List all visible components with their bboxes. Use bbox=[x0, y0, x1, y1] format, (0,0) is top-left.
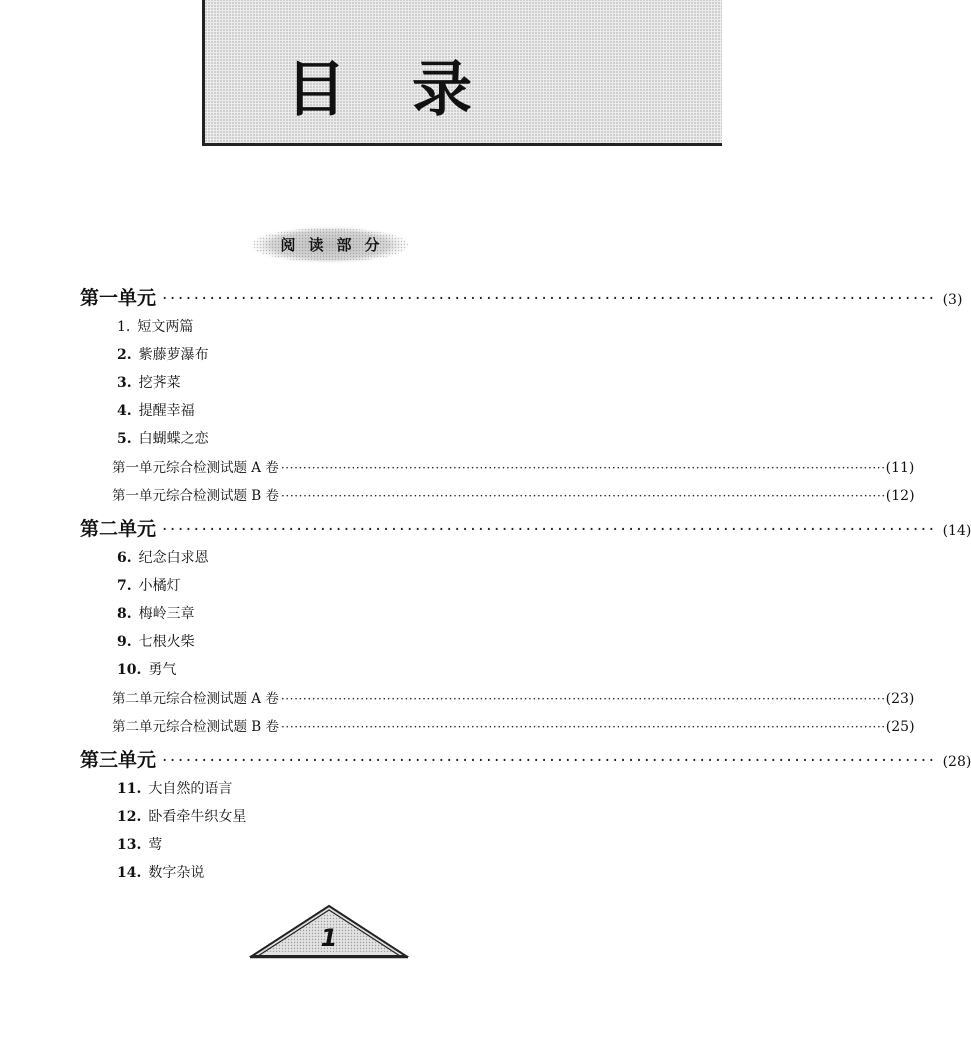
section-label-text: 阅读部分 bbox=[280, 236, 393, 254]
dot-leader: ·································································································· bbox=[162, 520, 937, 540]
lesson-number: 1. bbox=[117, 319, 131, 335]
unit-page-number: (28) bbox=[942, 754, 971, 770]
dot-leader: ········································································································································· bbox=[280, 461, 886, 475]
unit-page-number: (3) bbox=[942, 292, 963, 308]
lesson-title: 短文两篇 bbox=[137, 319, 194, 335]
lesson-title: 勇气 bbox=[148, 662, 177, 678]
lesson-title: 梅岭三章 bbox=[138, 606, 195, 622]
lesson-title: 挖荠菜 bbox=[138, 375, 181, 391]
unit-title: 第二单元 bbox=[80, 518, 157, 540]
dot-leader: ········································································································································· bbox=[281, 489, 886, 503]
lesson-title: 莺 bbox=[148, 837, 163, 853]
toc-unit-3[interactable] bbox=[80, 745, 971, 772]
toc-test[interactable] bbox=[112, 484, 915, 504]
lesson-number: 14. bbox=[117, 865, 142, 881]
test-page-number: (23) bbox=[885, 691, 915, 707]
dot-leader: ·································································································· bbox=[162, 289, 937, 309]
lesson-title: 大自然的语言 bbox=[148, 781, 233, 797]
toc-lesson[interactable] bbox=[117, 400, 195, 420]
lesson-title: 白蝴蝶之恋 bbox=[138, 431, 209, 447]
toc-lesson[interactable] bbox=[117, 575, 181, 595]
toc-lesson[interactable] bbox=[117, 659, 176, 679]
lesson-number: 5. bbox=[117, 431, 132, 447]
test-page-number: (11) bbox=[885, 460, 915, 476]
toc-lesson[interactable] bbox=[117, 631, 195, 651]
lesson-number: 8. bbox=[117, 606, 132, 622]
lesson-number: 2. bbox=[117, 347, 132, 363]
lesson-number: 11. bbox=[117, 781, 142, 797]
toc-test[interactable] bbox=[112, 687, 915, 707]
toc-test[interactable] bbox=[112, 456, 915, 476]
test-title: 第一单元综合检测试题 B 卷 bbox=[112, 488, 280, 504]
toc-lesson[interactable] bbox=[117, 778, 232, 798]
lesson-number: 9. bbox=[117, 634, 132, 650]
lesson-title: 紫藤萝瀑布 bbox=[138, 347, 209, 363]
test-page-number: (12) bbox=[885, 488, 915, 504]
toc-lesson[interactable] bbox=[117, 862, 204, 882]
lesson-number: 7. bbox=[117, 578, 132, 594]
toc-test[interactable] bbox=[112, 715, 915, 735]
unit-title: 第一单元 bbox=[80, 287, 157, 309]
lesson-number: 13. bbox=[117, 837, 142, 853]
toc-lesson[interactable] bbox=[117, 316, 193, 336]
lesson-number: 4. bbox=[117, 403, 132, 419]
dot-leader: ·································································································· bbox=[162, 751, 937, 771]
page-number: 1 bbox=[320, 924, 338, 952]
unit-title: 第三单元 bbox=[80, 749, 157, 771]
unit-page-number: (14) bbox=[942, 523, 971, 539]
lesson-number: 6. bbox=[117, 550, 132, 566]
lesson-number: 12. bbox=[117, 809, 142, 825]
toc-lesson[interactable] bbox=[117, 372, 181, 392]
dot-leader: ········································································································································· bbox=[280, 692, 886, 706]
toc-unit-2[interactable] bbox=[80, 514, 971, 541]
lesson-number: 3. bbox=[117, 375, 132, 391]
lesson-title: 七根火柴 bbox=[138, 634, 195, 650]
lesson-title: 数字杂说 bbox=[148, 865, 205, 881]
lesson-title: 提醒幸福 bbox=[138, 403, 195, 419]
test-page-number: (25) bbox=[885, 719, 915, 735]
toc-lesson[interactable] bbox=[117, 547, 209, 567]
toc-lesson[interactable] bbox=[117, 428, 209, 448]
lesson-number: 10. bbox=[117, 662, 142, 678]
lesson-title: 卧看牵牛织女星 bbox=[148, 809, 247, 825]
toc-unit-1[interactable] bbox=[80, 283, 963, 310]
toc-lesson[interactable] bbox=[117, 834, 162, 854]
test-title: 第二单元综合检测试题 B 卷 bbox=[112, 719, 280, 735]
dot-leader: ········································································································································· bbox=[281, 720, 886, 734]
test-title: 第二单元综合检测试题 A 卷 bbox=[112, 691, 279, 707]
toc-lesson[interactable] bbox=[117, 344, 209, 364]
page-title: 目录 bbox=[286, 55, 538, 125]
page-number-badge bbox=[248, 902, 410, 962]
lesson-title: 纪念白求恩 bbox=[138, 550, 209, 566]
test-title: 第一单元综合检测试题 A 卷 bbox=[112, 460, 279, 476]
toc-lesson[interactable] bbox=[117, 603, 195, 623]
lesson-title: 小橘灯 bbox=[138, 578, 181, 594]
toc-lesson[interactable] bbox=[117, 806, 246, 826]
